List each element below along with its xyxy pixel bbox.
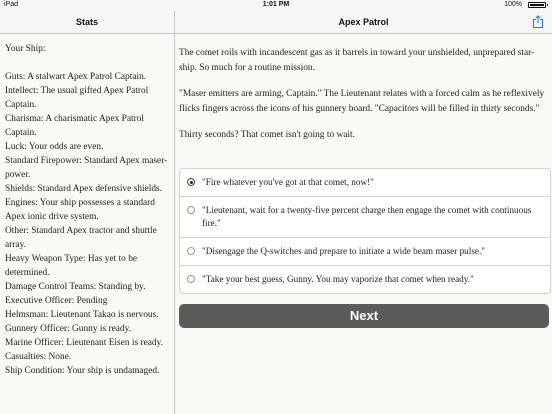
- choice-label: "Lieutenant, wait for a twenty-five percent charge then engage the comet with continuous fire.": [202, 205, 532, 228]
- story-paragraph: The comet roils with incandescent gas as it barrels in toward your unshielded, unprepared star-ship. So much for a routine mission.: [179, 48, 535, 73]
- choice-option-1[interactable]: [180, 169, 550, 197]
- stat-item: Casualties: None.: [5, 352, 72, 362]
- choice-option-3[interactable]: [180, 238, 550, 266]
- sidebar-title: Stats: [75, 17, 98, 27]
- share-icon[interactable]: [533, 15, 543, 28]
- stat-item: Guts: A stalwart Apex Patrol Captain.: [5, 72, 147, 82]
- sidebar-navbar: [0, 11, 174, 34]
- stat-item: Intellect: The usual gifted Apex Patrol Captain.: [5, 86, 149, 110]
- stat-item: Heavy Weapon Type: Has yet to be determined.: [5, 254, 138, 278]
- stat-item: Gunnery Officer: Gunny is ready.: [5, 324, 132, 334]
- stat-item: Luck: Your odds are even.: [5, 142, 104, 152]
- status-time: 1:01 PM: [262, 1, 290, 8]
- stat-item: Helmsman: Lieutenant Takao is nervous.: [5, 310, 159, 320]
- story-pane[interactable]: [175, 34, 552, 414]
- stat-item: Executive Officer: Pending: [5, 296, 108, 306]
- stat-item: Standard Firepower: Standard Apex maser-power.: [5, 156, 168, 180]
- battery-icon: [528, 2, 546, 8]
- stat-item: Shields: Standard Apex defensive shields.: [5, 184, 163, 194]
- stat-item: Marine Officer: Lieutenant Eisen is ready.: [5, 338, 164, 348]
- choice-list: [179, 168, 551, 294]
- story-text: [179, 46, 549, 155]
- story-paragraph: "Maser emitters are arming, Captain." The Lieutenant relates with a forced calm as he reflexively flicks fingers across the icons of his gunnery board. "Capacitors will be filled in thirty seconds.": [179, 89, 545, 114]
- next-button[interactable]: Next: [179, 304, 549, 328]
- stat-item: Engines: Your ship possesses a standard Apex ionic drive system.: [5, 198, 155, 222]
- stat-item: Damage Control Teams: Standing by.: [5, 282, 146, 292]
- main-navbar: [175, 11, 552, 34]
- carrier-label: iPad: [4, 1, 19, 8]
- page-title: Apex Patrol: [338, 17, 389, 27]
- stat-item: Charisma: A charismatic Apex Patrol Captain.: [5, 114, 145, 138]
- radio-icon[interactable]: [187, 275, 195, 283]
- ship-heading: Your Ship:: [5, 44, 46, 54]
- choice-option-2[interactable]: [180, 197, 550, 238]
- choice-option-4[interactable]: [180, 266, 550, 293]
- stat-item: Ship Condition: Your ship is undamaged.: [5, 366, 160, 376]
- story-paragraph: Thirty seconds? That comet isn't going to wait.: [179, 130, 355, 140]
- radio-selected-icon[interactable]: [187, 178, 195, 186]
- stats-sidebar[interactable]: [0, 34, 174, 414]
- battery-percent: 100%: [504, 1, 522, 8]
- stat-item: Other: Standard Apex tractor and shuttle array.: [5, 226, 157, 250]
- choice-label: "Take your best guess, Gunny. You may vaporize that comet when ready.": [202, 274, 474, 284]
- radio-icon[interactable]: [187, 247, 195, 255]
- choice-label: "Disengage the Q-switches and prepare to initiate a wide beam maser pulse.": [202, 246, 486, 256]
- radio-icon[interactable]: [187, 206, 195, 214]
- status-bar: [0, 0, 552, 11]
- choice-label: "Fire whatever you've got at that comet, now!": [202, 177, 374, 187]
